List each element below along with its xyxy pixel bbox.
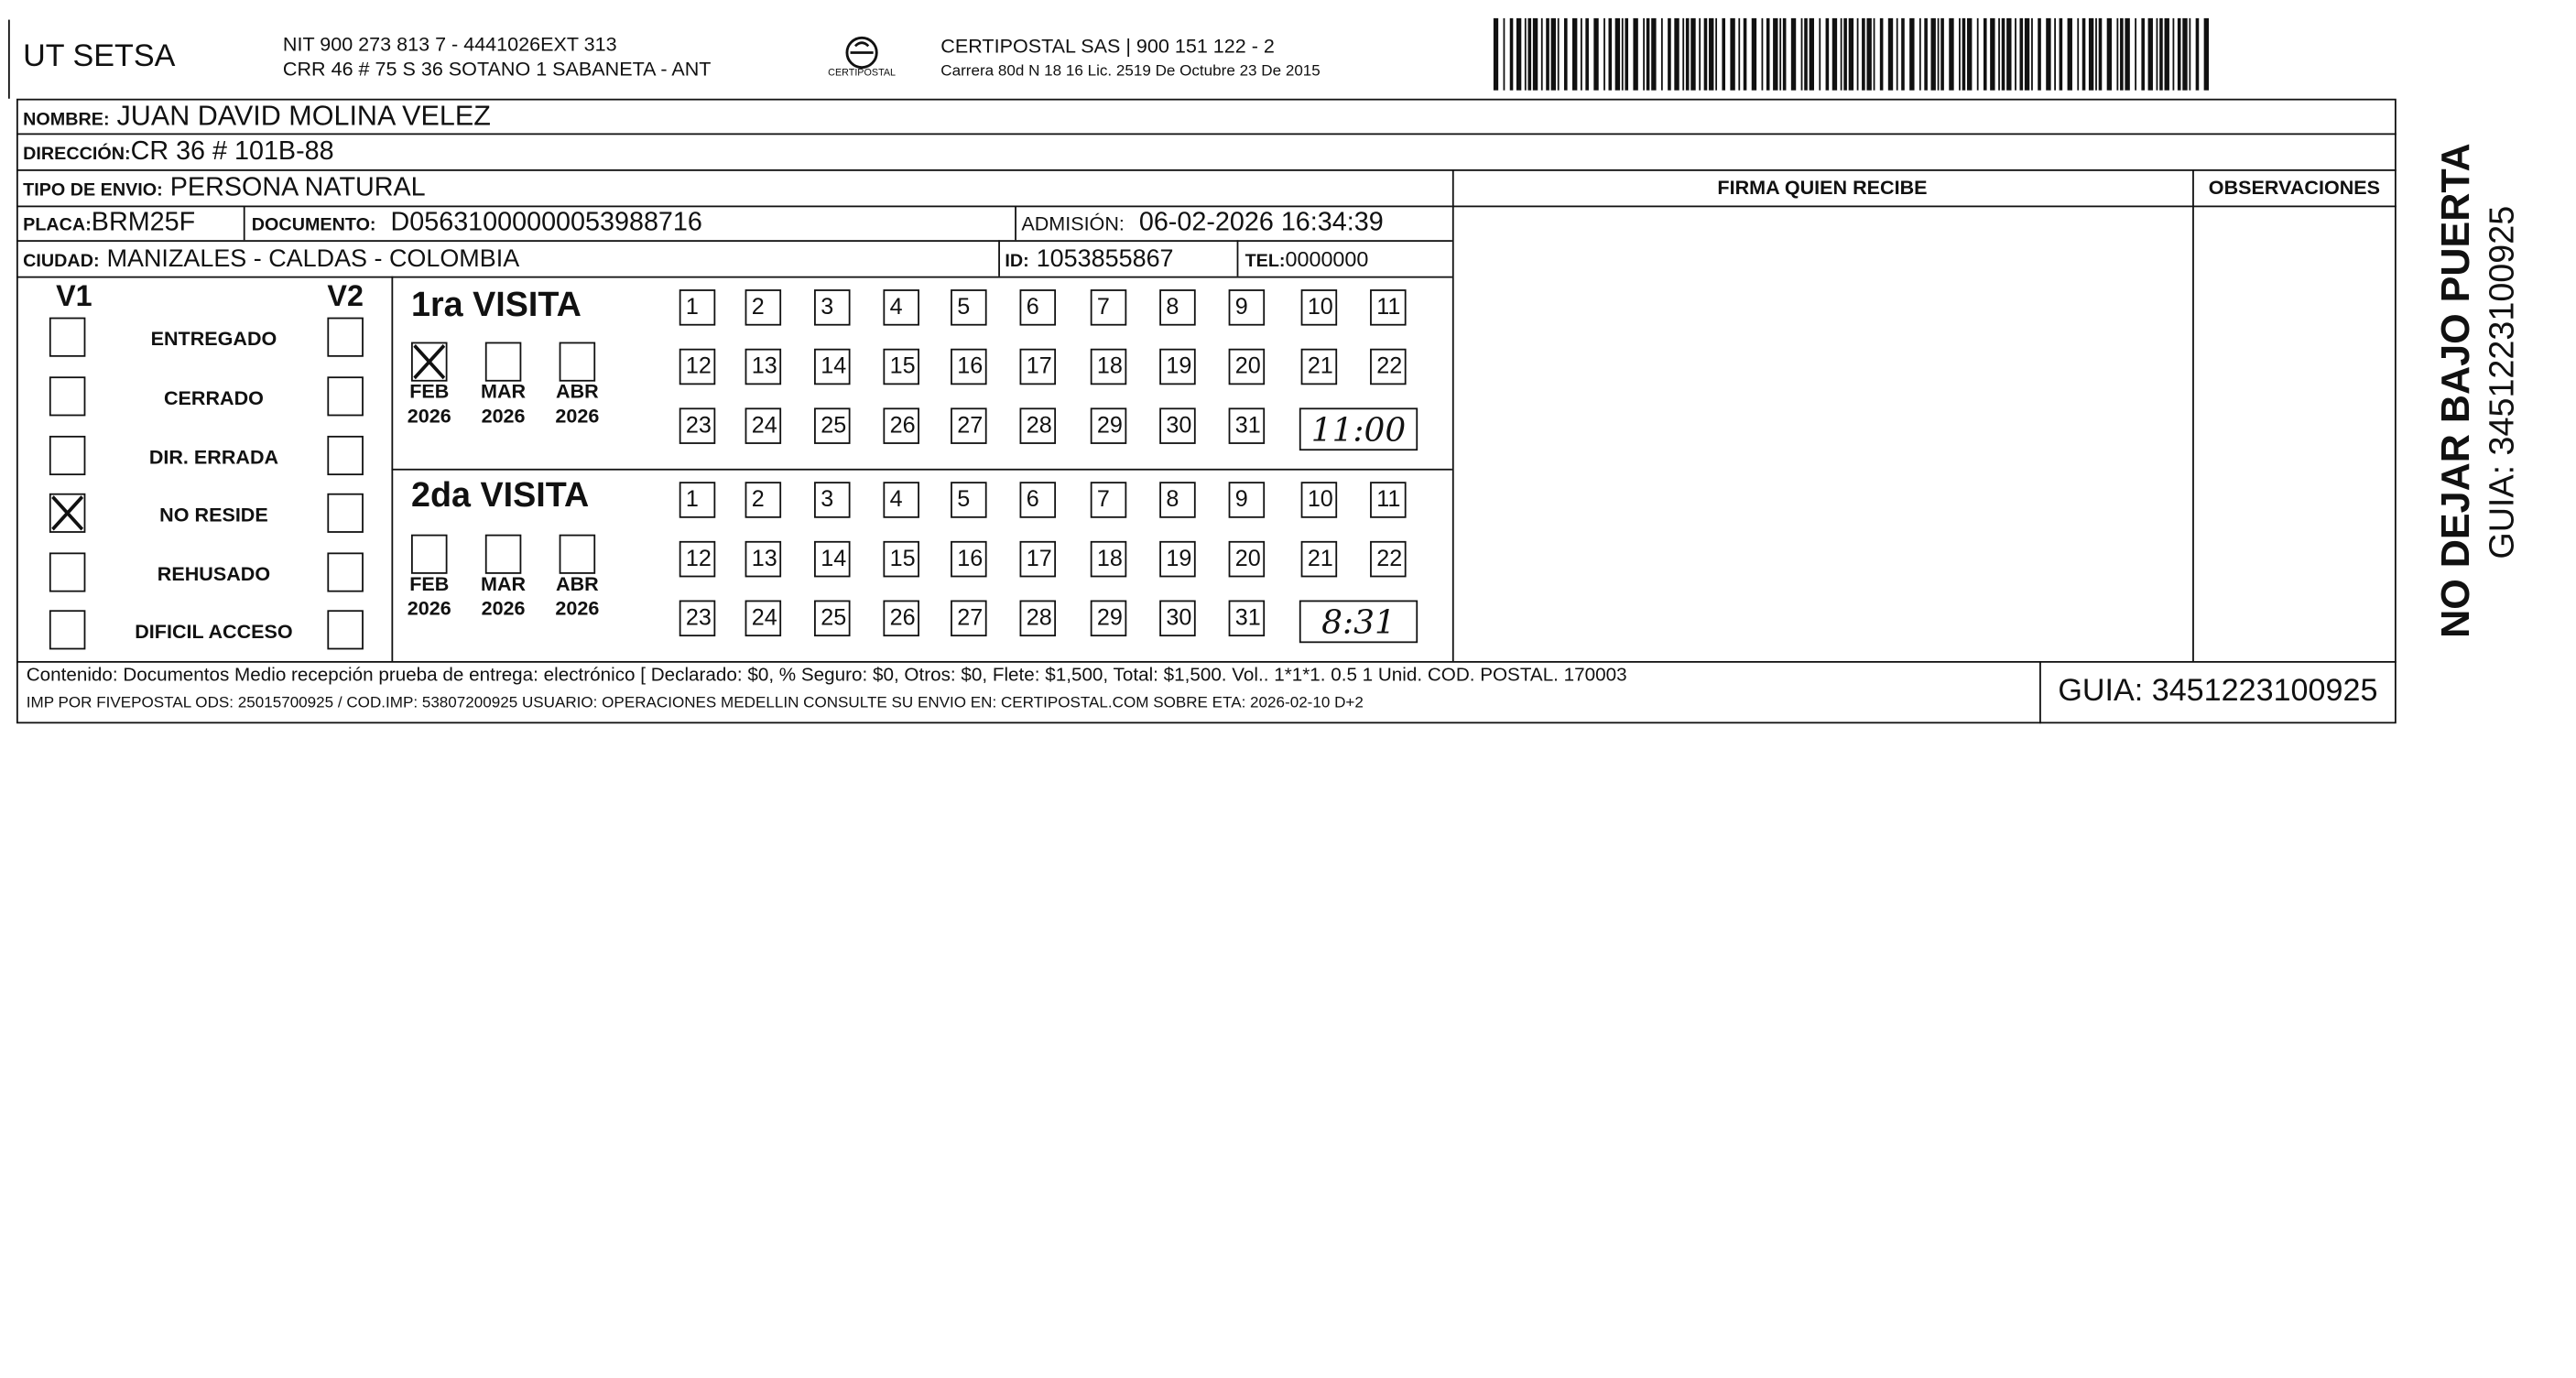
visit1-day-box[interactable]: 6 — [1020, 289, 1057, 326]
barcode — [1494, 18, 2217, 91]
visit2-month-label: MAR — [481, 572, 527, 596]
company-name: UT SETSA — [23, 39, 176, 74]
visit1-day-box[interactable]: 17 — [1020, 349, 1057, 385]
visit2-day-box[interactable]: 24 — [745, 601, 782, 637]
visit1-day-box[interactable]: 21 — [1301, 349, 1338, 385]
visit2-day-box[interactable]: 31 — [1229, 601, 1266, 637]
ciudad-row — [23, 245, 519, 275]
id-row — [1005, 245, 1173, 275]
tipo-label: TIPO DE ENVIO: — [23, 180, 163, 201]
placa-value: BRM25F — [91, 209, 196, 237]
status-label: DIR. ERRADA — [148, 445, 279, 469]
visit2-year-label: 2026 — [407, 596, 451, 621]
id-value: 1053855867 — [1036, 244, 1174, 274]
visit1-day-box[interactable]: 7 — [1091, 289, 1127, 326]
visit1-month-checkbox[interactable] — [411, 342, 448, 382]
visit1-day-box[interactable]: 8 — [1159, 289, 1196, 326]
v2-label: V2 — [327, 279, 364, 313]
certipostal-logo — [822, 33, 901, 89]
visit1-day-box[interactable]: 14 — [814, 349, 851, 385]
visit2-day-box[interactable]: 14 — [814, 541, 851, 578]
status-label: ENTREGADO — [150, 327, 277, 351]
direccion-label: DIRECCIÓN: — [23, 145, 131, 165]
visit2-day-box[interactable]: 27 — [951, 601, 987, 637]
visit1-time-written: 11:00 — [1299, 407, 1418, 450]
status-label: CERRADO — [163, 386, 264, 410]
visit2-day-box[interactable]: 2 — [745, 482, 782, 518]
visit2-day-box[interactable]: 17 — [1020, 541, 1057, 578]
v2-checkbox[interactable] — [327, 610, 364, 649]
header-address: CRR 46 # 75 S 36 SOTANO 1 SABANETA - ANT — [282, 57, 712, 81]
visit2-day-box[interactable]: 23 — [679, 601, 716, 637]
visit1-month-label: FEB — [409, 379, 450, 404]
visit2-day-box[interactable]: 10 — [1301, 482, 1338, 518]
ciudad-label: CIUDAD: — [23, 251, 100, 272]
visit1-day-box[interactable]: 10 — [1301, 289, 1338, 326]
visit1-day-box[interactable]: 28 — [1020, 407, 1057, 444]
tipo-value: PERSONA NATURAL — [169, 174, 426, 202]
visit2-day-box[interactable]: 4 — [883, 482, 919, 518]
ciudad-value: MANIZALES - CALDAS - COLOMBIA — [106, 244, 520, 274]
visit2-day-box[interactable]: 21 — [1301, 541, 1338, 578]
visit1-day-box[interactable]: 5 — [951, 289, 987, 326]
v1-checkbox[interactable] — [49, 552, 86, 591]
visit2-year-label: 2026 — [481, 596, 526, 621]
visit2-day-box[interactable]: 6 — [1020, 482, 1057, 518]
firma-header: FIRMA QUIEN RECIBE — [1717, 176, 1928, 200]
visit2-day-box[interactable]: 29 — [1091, 601, 1127, 637]
placa-row — [23, 209, 195, 238]
nombre-value: JUAN DAVID MOLINA VELEZ — [116, 100, 491, 132]
visit1-month-checkbox[interactable] — [485, 342, 522, 382]
license-text: Carrera 80d N 18 16 Lic. 2519 De Octubre 23 De 2015 — [940, 62, 1321, 81]
visit1-day-box[interactable]: 25 — [814, 407, 851, 444]
visit2-day-box[interactable]: 13 — [745, 541, 782, 578]
v1-checkbox[interactable] — [49, 318, 86, 357]
visit2-day-box[interactable]: 11 — [1370, 482, 1407, 518]
visit2-day-box[interactable]: 15 — [883, 541, 919, 578]
visit1-day-box[interactable]: 1 — [679, 289, 716, 326]
visit2-day-box[interactable]: 26 — [883, 601, 919, 637]
visit1-year-label: 2026 — [407, 404, 451, 428]
visit1-day-box[interactable]: 12 — [679, 349, 716, 385]
logo-label: CERTIPOSTAL — [828, 69, 897, 80]
tel-label: TEL: — [1245, 251, 1286, 272]
documento-value: D05631000000053988716 — [390, 209, 702, 237]
visit2-year-label: 2026 — [555, 596, 600, 621]
cross-mark-icon — [413, 343, 446, 380]
observaciones-header: OBSERVACIONES — [2208, 176, 2381, 200]
placa-label: PLACA: — [23, 215, 92, 235]
tel-value: 0000000 — [1285, 246, 1369, 272]
admision-label: ADMISIÓN: — [1021, 212, 1125, 235]
visit1-day-box[interactable]: 9 — [1229, 289, 1266, 326]
visit2-month-label: FEB — [409, 572, 450, 596]
visit1-day-box[interactable]: 30 — [1159, 407, 1196, 444]
visit1-day-box[interactable]: 16 — [951, 349, 987, 385]
v2-checkbox[interactable] — [327, 494, 364, 533]
visit1-day-box[interactable]: 27 — [951, 407, 987, 444]
admision-value: 06-02-2026 16:34:39 — [1138, 209, 1384, 237]
visit1-month-label: MAR — [481, 379, 527, 404]
guia-box: GUIA: 3451223100925 — [2058, 674, 2378, 710]
status-label: REHUSADO — [157, 562, 271, 586]
v1-checkbox[interactable] — [49, 436, 86, 475]
tel-row — [1245, 245, 1369, 275]
visit1-day-box[interactable]: 31 — [1229, 407, 1266, 444]
visit2-day-box[interactable]: 28 — [1020, 601, 1057, 637]
v2-checkbox[interactable] — [327, 376, 364, 416]
visit2-day-box[interactable]: 7 — [1091, 482, 1127, 518]
visit2-day-box[interactable]: 30 — [1159, 601, 1196, 637]
visit2-day-box[interactable]: 9 — [1229, 482, 1266, 518]
admision-row — [1021, 209, 1383, 238]
visit2-day-box[interactable]: 18 — [1091, 541, 1127, 578]
visit2-day-box[interactable]: 3 — [814, 482, 851, 518]
side-guia: GUIA: 3451223100925 — [2483, 205, 2522, 559]
documento-label: DOCUMENTO: — [251, 215, 376, 235]
v1-label: V1 — [56, 279, 92, 313]
visit1-day-box[interactable]: 26 — [883, 407, 919, 444]
visit2-day-box[interactable]: 12 — [679, 541, 716, 578]
visit1-day-box[interactable]: 4 — [883, 289, 919, 326]
visit1-day-box[interactable]: 2 — [745, 289, 782, 326]
visit2-day-box[interactable]: 8 — [1159, 482, 1196, 518]
direccion-row — [23, 138, 334, 168]
visit2-month-checkbox[interactable] — [485, 535, 522, 574]
visit1-day-box[interactable]: 22 — [1370, 349, 1407, 385]
v2-checkbox[interactable] — [327, 318, 364, 357]
visit1-month-checkbox[interactable] — [560, 342, 596, 382]
visit1-day-box[interactable]: 19 — [1159, 349, 1196, 385]
documento-row — [252, 209, 702, 238]
side-warning: NO DEJAR BAJO PUERTA — [2434, 143, 2479, 638]
visit1-month-label: ABR — [556, 379, 599, 404]
nombre-label: NOMBRE: — [23, 110, 110, 130]
cross-mark-icon — [51, 495, 84, 532]
visit1-day-box[interactable]: 3 — [814, 289, 851, 326]
v1-checkbox[interactable] — [49, 376, 86, 416]
nit-text: NIT 900 273 813 7 - 4441026EXT 313 — [282, 32, 617, 57]
visit1-day-box[interactable]: 13 — [745, 349, 782, 385]
nombre-row — [23, 101, 491, 134]
status-label: NO RESIDE — [159, 503, 268, 526]
visit2-day-box[interactable]: 20 — [1229, 541, 1266, 578]
visit2-day-box[interactable]: 5 — [951, 482, 987, 518]
visit2-month-checkbox[interactable] — [560, 535, 596, 574]
visit1-year-label: 2026 — [555, 404, 600, 428]
visit1-title: 1ra VISITA — [411, 286, 582, 324]
visit1-day-box[interactable]: 24 — [745, 407, 782, 444]
contenido-text: Contenido: Documentos Medio recepción prueba de entrega: electrónico [ Declarado: $0, % Seguro: $0, Otros: $0, Flete: $1,500, Total: $1,500. Vol.. 1*1*1. 0.5 1 Unid. COD. POSTAL. 170003 — [26, 666, 1627, 686]
visit2-day-box[interactable]: 16 — [951, 541, 987, 578]
visit2-day-box[interactable]: 25 — [814, 601, 851, 637]
visit2-day-box[interactable]: 19 — [1159, 541, 1196, 578]
v2-checkbox[interactable] — [327, 552, 364, 591]
v1-checkbox[interactable] — [49, 610, 86, 649]
visit1-day-box[interactable]: 11 — [1370, 289, 1407, 326]
visit1-day-box[interactable]: 15 — [883, 349, 919, 385]
company-box — [8, 20, 15, 99]
imp-text: IMP POR FIVEPOSTAL ODS: 25015700925 / COD.IMP: 53807200925 USUARIO: OPERACIONES MEDELLIN CONSULTE SU ENVIO EN: CERTIPOSTAL.COM SOBRE ETA: 2026-02-10 D+2 — [26, 693, 1364, 712]
visit2-day-box[interactable]: 22 — [1370, 541, 1407, 578]
visit1-day-box[interactable]: 20 — [1229, 349, 1266, 385]
logo-icon — [822, 33, 901, 89]
status-label: DIFICIL ACCESO — [135, 620, 293, 644]
visit2-day-box[interactable]: 1 — [679, 482, 716, 518]
visit1-day-box[interactable]: 18 — [1091, 349, 1127, 385]
v1-checkbox[interactable] — [49, 494, 86, 533]
certipostal-text: CERTIPOSTAL SAS | 900 151 122 - 2 — [940, 34, 1275, 58]
visit1-day-box[interactable]: 29 — [1091, 407, 1127, 444]
direccion-value: CR 36 # 101B-88 — [130, 137, 334, 167]
visit2-month-label: ABR — [556, 572, 599, 596]
visit2-month-checkbox[interactable] — [411, 535, 448, 574]
visit1-year-label: 2026 — [481, 404, 526, 428]
v2-checkbox[interactable] — [327, 436, 364, 475]
visit1-day-box[interactable]: 23 — [679, 407, 716, 444]
tipo-row — [23, 174, 426, 203]
visit2-time-written: 8:31 — [1299, 601, 1418, 644]
id-label: ID: — [1005, 251, 1029, 272]
visit2-title: 2da VISITA — [411, 476, 590, 515]
